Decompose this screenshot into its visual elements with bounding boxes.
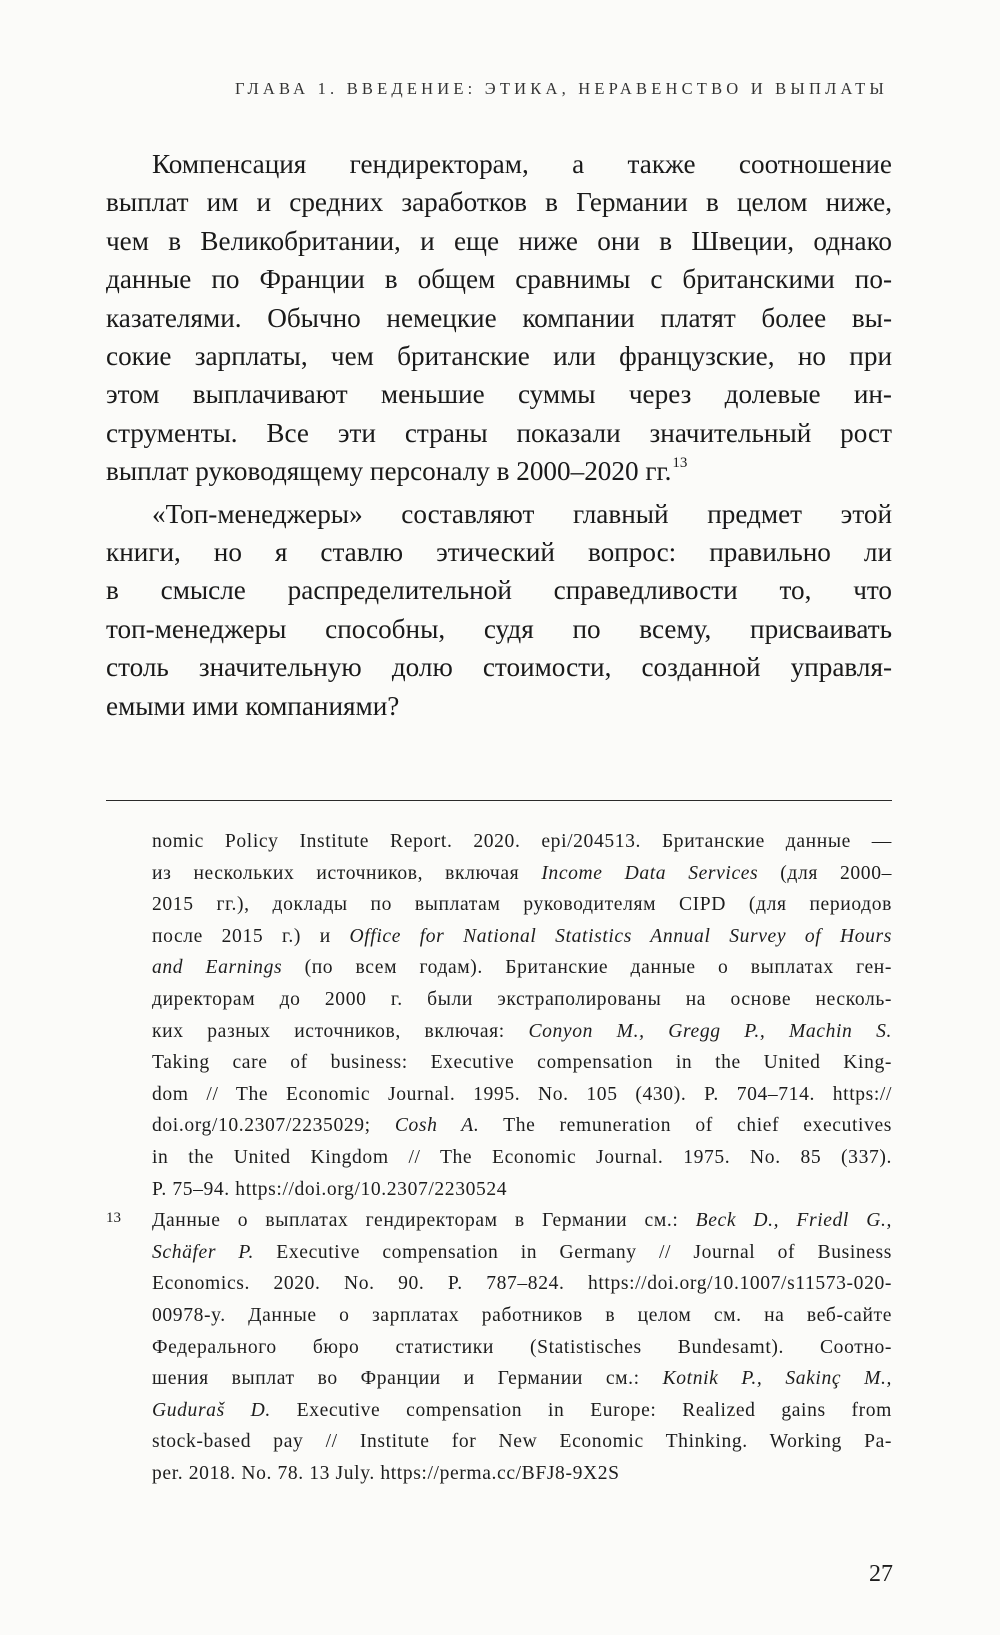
footnote-line (152, 1300, 892, 1332)
footnote-line (152, 1458, 892, 1490)
main-text (106, 145, 892, 725)
footnote-text: in the United Kingdom // The Economic Journal. 1975. No. 85 (337). (152, 1146, 892, 1168)
paragraph-1 (106, 145, 892, 491)
footnote-line (152, 1268, 892, 1300)
footnote-text: после 2015 г.) и (152, 925, 350, 947)
footnote-line (152, 1110, 892, 1142)
text-line: казателями. Обычно немецкие компании платят более вы- (106, 302, 892, 333)
footnote-text: Федерального бюро статистики (Statistisches Bundesamt). Соотно- (152, 1336, 892, 1358)
footnote-line (152, 1047, 892, 1079)
footnote-line (152, 889, 892, 921)
footnote-text: Executive compensation in Europe: Realized gains from (270, 1399, 892, 1421)
footnote-continued (106, 826, 892, 1205)
footnotes (106, 826, 892, 1489)
footnote-text: Executive compensation in Germany // Journal of Business (253, 1241, 893, 1263)
footnote-line (152, 1237, 892, 1269)
footnote-text: директорам до 2000 г. были экстраполированы на основе несколь- (152, 988, 892, 1010)
footnote-divider (106, 800, 892, 801)
text-line: столь значительную долю стоимости, созданной управля- (106, 652, 892, 683)
text-line: Компенсация гендиректорам, а также соотношение (152, 149, 892, 179)
text-line: «Топ-менеджеры» составляют главный предмет этой (152, 498, 892, 529)
footnote-number: 13 (106, 1210, 121, 1227)
text-line: выплат им и средних заработков в Германии в целом ниже, (106, 187, 892, 218)
footnote-text: Taking care of business: Executive compensation in the United King- (152, 1052, 892, 1074)
footnote-line (152, 1395, 892, 1427)
footnote-text: The remuneration of chief executives (479, 1115, 892, 1137)
footnote-italic: Schäfer P. (152, 1241, 254, 1263)
text-line: сокие зарплаты, чем британские или французские, но при (106, 341, 892, 372)
footnote-line (152, 984, 892, 1016)
footnote-line (152, 1363, 892, 1395)
footnote-text: Данные о выплатах гендиректорам в Германии см.: (152, 1210, 696, 1232)
footnote-line (152, 826, 892, 858)
footnote-line (152, 1332, 892, 1364)
footnote-text: 00978-y. Данные о зарплатах работников в целом см. на веб-сайте (152, 1304, 892, 1326)
footnote-italic: Beck D., Friedl G., (695, 1210, 892, 1232)
footnote-text: 2015 гг.), доклады по выплатам руководителям CIPD (для периодов (152, 894, 892, 916)
footnote-italic: and Earnings (152, 957, 283, 979)
text-line: емыми ими компаниями? (106, 690, 400, 721)
text-line: струменты. Все эти страны показали значительный рост (106, 417, 892, 448)
footnote-link-text: dom // The Economic Journal. 1995. No. 105 (430). P. 704–714. https:// (152, 1083, 892, 1105)
text-line: данные по Франции в общем сравнимы с британскими по- (106, 264, 892, 295)
footnote-line (152, 1205, 892, 1237)
footnote-italic: Office for National Statistics Annual Survey of Hours (349, 925, 892, 947)
footnote-line (152, 1174, 892, 1206)
footnote-ref-13[interactable]: 13 (672, 455, 688, 472)
footnote-text: из нескольких источников, включая (152, 862, 542, 884)
footnote-line (152, 952, 892, 984)
footnote-line (152, 1142, 892, 1174)
page-number: 27 (869, 1561, 893, 1587)
footnote-text: (по всем годам). Британские данные о выплатах ген- (282, 957, 892, 979)
footnote-link-text: doi.org/10.2307/2235029; (152, 1115, 395, 1137)
paragraph-2 (106, 495, 892, 725)
footnote-line (152, 1426, 892, 1458)
footnote-link-text: Economics. 2020. No. 90. P. 787–824. https://doi.org/10.1007/s11573-020- (152, 1273, 892, 1295)
footnote-text: stock-based pay // Institute for New Economic Thinking. Working Pa- (152, 1431, 892, 1453)
footnote-italic: Conyon M., Gregg P., Machin S. (528, 1020, 892, 1042)
text-line: книги, но я ставлю этический вопрос: правильно ли (106, 537, 892, 568)
footnote-text: (для 2000– (758, 862, 892, 884)
footnote-line (152, 1016, 892, 1048)
text-line: чем в Великобритании, и еще ниже они в Швеции, однако (106, 225, 892, 256)
footnote-link-text: P. 75–94. https://doi.org/10.2307/2230524 (152, 1178, 508, 1200)
text-line: в смысле распределительной справедливости то, что (106, 575, 892, 606)
footnote-italic: Cosh A. (394, 1115, 480, 1137)
footnote-text: nomic Policy Institute Report. 2020. epi/204513. Британские данные — (152, 831, 892, 852)
footnote-text: ких разных источников, включая: (152, 1020, 529, 1042)
footnote-italic: Gudurаš D. (152, 1399, 271, 1421)
footnote-line (152, 1079, 892, 1111)
footnote-italic: Income Data Services (541, 862, 759, 884)
running-head: ГЛАВА 1. ВВЕДЕНИЕ: ЭТИКА, НЕРАВЕНСТВО И ВЫПЛАТЫ (235, 79, 888, 98)
text-line (106, 452, 892, 490)
text-line: этом выплачивают меньшие суммы через долевые ин- (106, 379, 892, 410)
text-line-content: выплат руководящему персоналу в 2000–2020 гг. (106, 456, 672, 487)
footnote-line (152, 858, 892, 890)
footnote-link-text: per. 2018. No. 78. 13 July. https://perma.cc/BFJ8-9X2S (152, 1462, 620, 1484)
footnote-line (152, 921, 892, 953)
footnote-italic: Kotnik P., Sakinç M., (662, 1368, 892, 1390)
text-line: топ-менеджеры способны, судя по всему, присваивать (106, 613, 892, 644)
footnote-13 (106, 1205, 892, 1489)
footnote-text: шения выплат во Франции и Германии см.: (152, 1368, 663, 1390)
